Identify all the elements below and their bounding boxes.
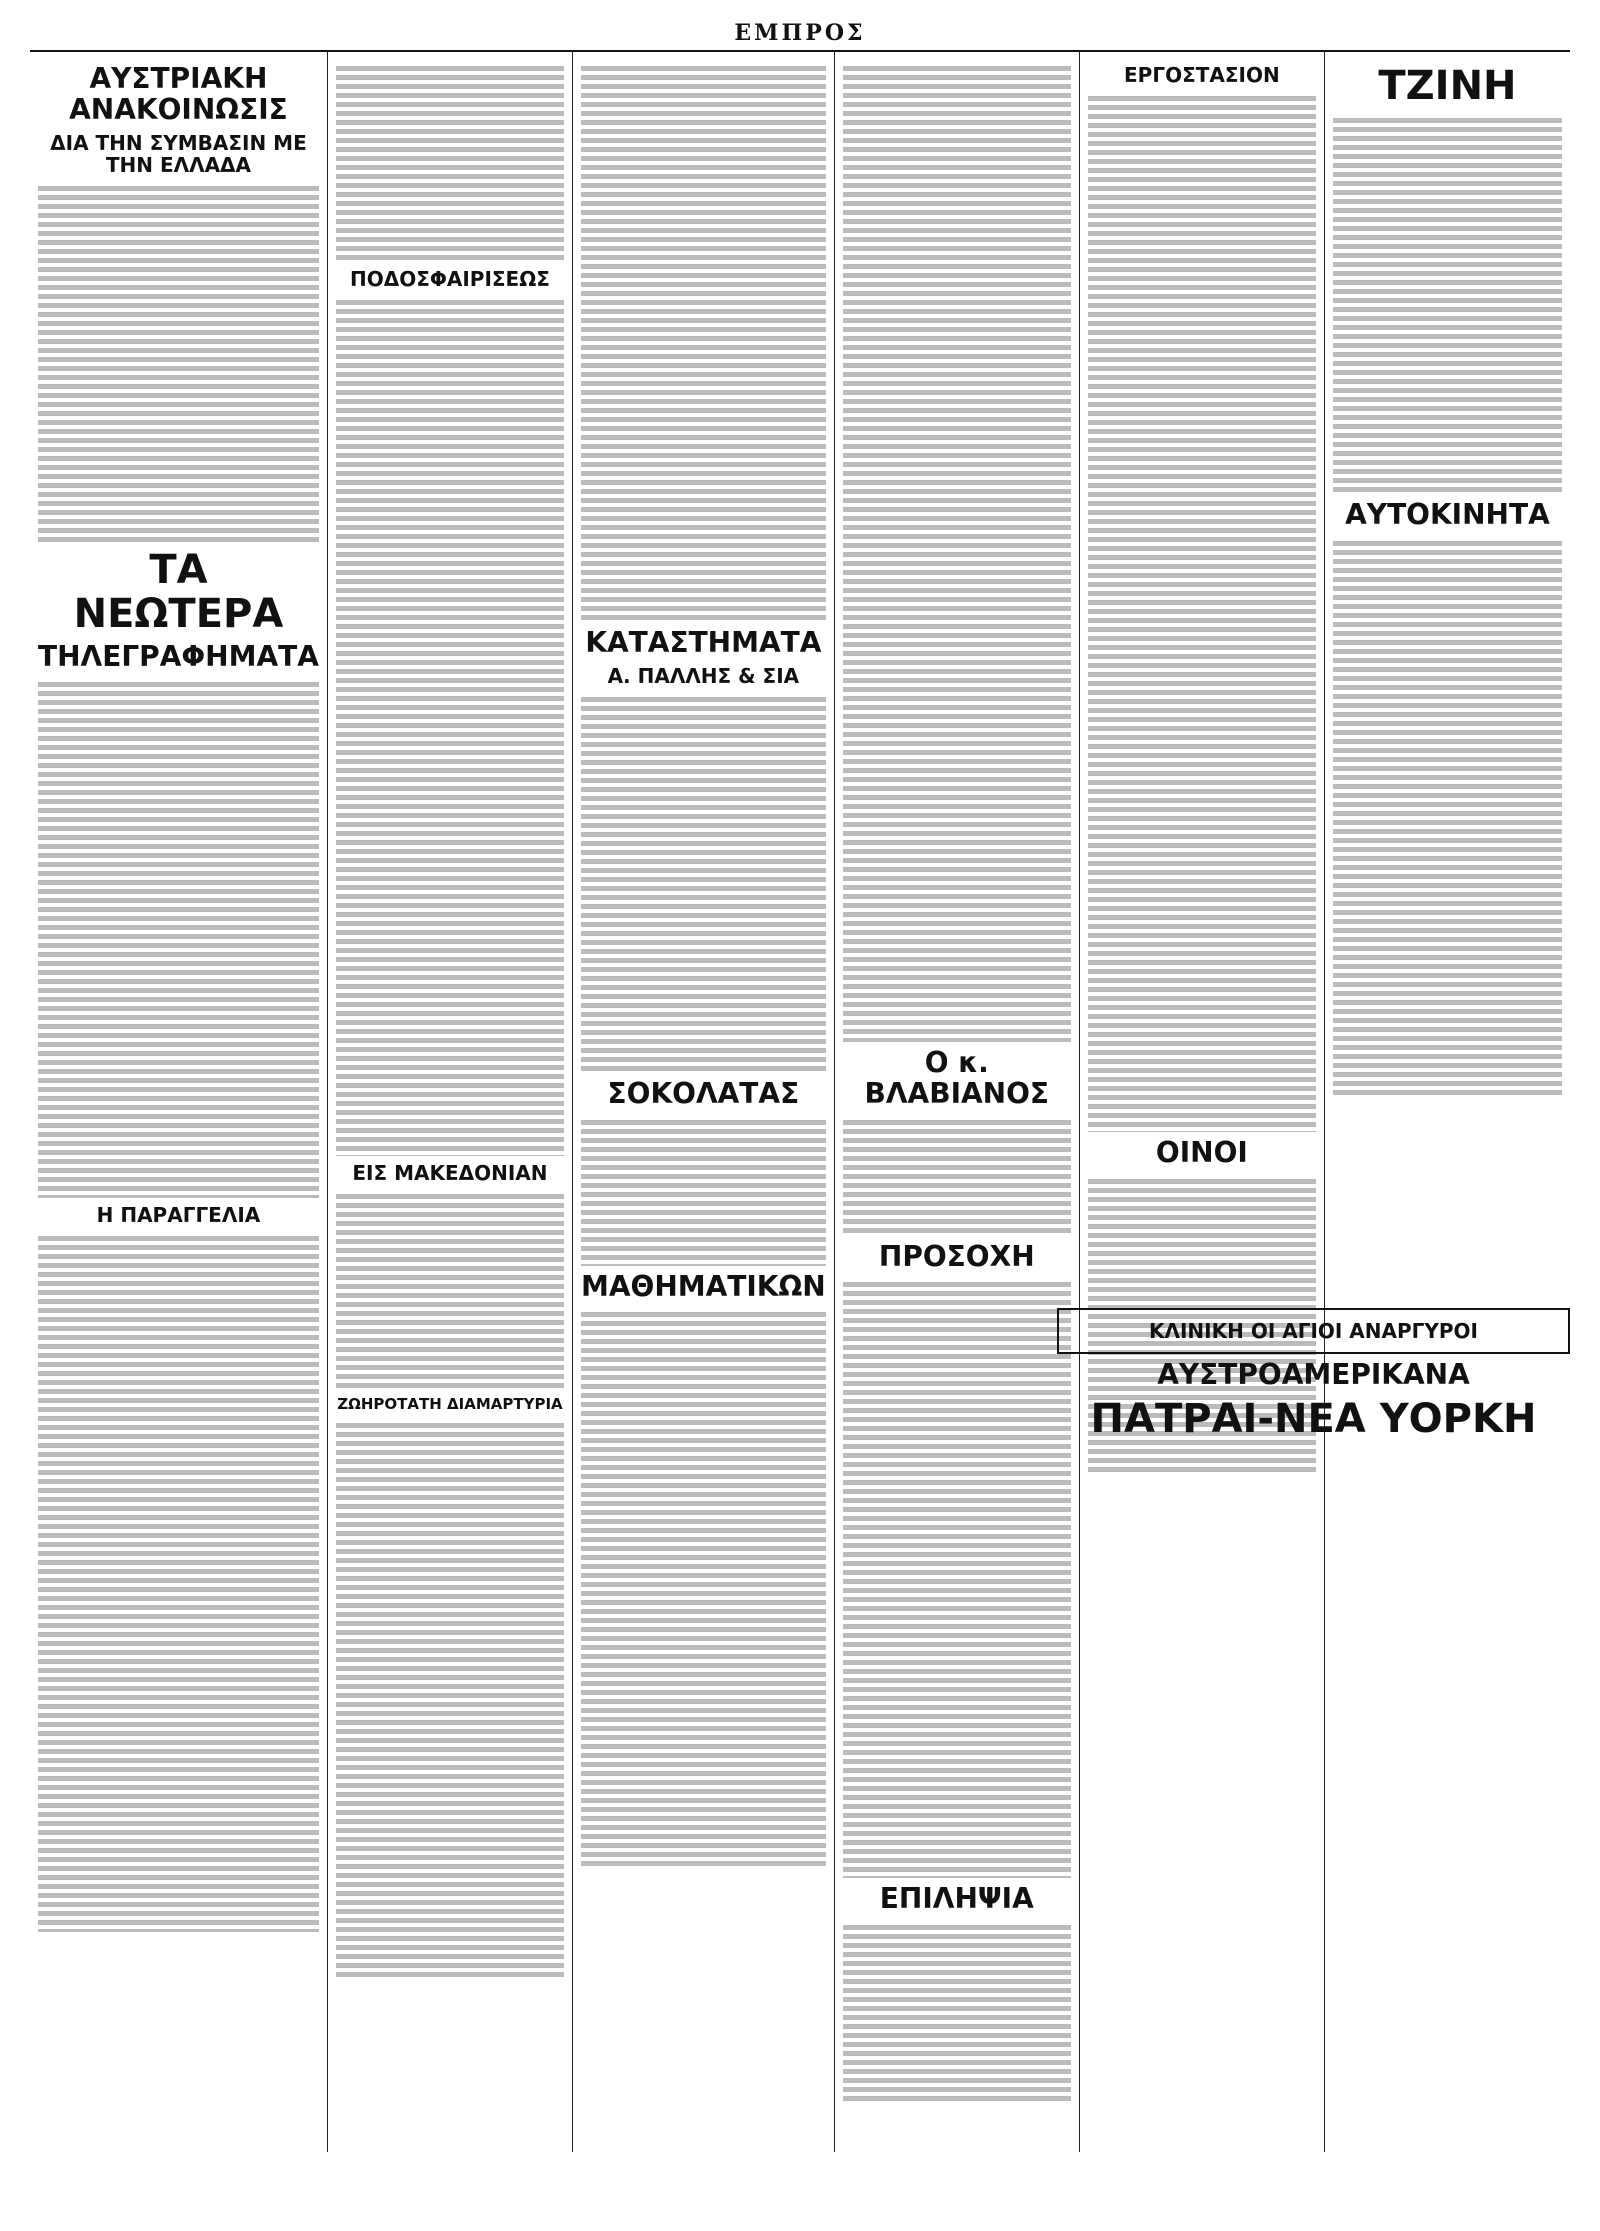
- headline-chocolate: ΣΟΚΟΛΑΤΑΣ: [607, 1076, 800, 1110]
- ad-body: [581, 693, 826, 1073]
- headline-treaty: ΔΙΑ ΤΗΝ ΣΥΜΒΑΣΙΝ ΜΕ ΤΗΝ ΕΛΛΑΔΑ: [50, 130, 307, 177]
- headline-football: ΠΟΔΟΣΦΑΙΡΙΣΕΩΣ: [349, 267, 550, 291]
- headline-vlavianos: Ο κ. ΒΛΑΒΙΑΝΟΣ: [864, 1046, 1050, 1110]
- headline-latest: ΤΑ ΝΕΩΤΕΡΑ: [73, 546, 284, 637]
- article-body: [38, 182, 319, 542]
- columns: [30, 52, 1570, 2152]
- headline-telegrams: ΤΗΛΕΓΡΑΦΗΜΑΤΑ: [38, 639, 319, 673]
- column-1: [30, 52, 328, 2152]
- headline-macedonia: ΕΙΣ ΜΑΚΕΔΟΝΙΑΝ: [352, 1161, 548, 1185]
- headline-route: ΠΑΤΡΑΙ-ΝΕΑ ΥΟΡΚΗ: [1090, 1395, 1537, 1442]
- headline-epilepsy: ΕΠΙΛΗΨΙΑ: [879, 1882, 1034, 1916]
- ad-body: [843, 1921, 1071, 2101]
- article-body: [581, 62, 826, 622]
- ad-body: [1333, 537, 1562, 1097]
- column-4: [835, 52, 1080, 2152]
- column-5: [1080, 52, 1325, 2152]
- headline-tzini: ΤΖΙΝΗ: [1378, 63, 1517, 109]
- headline-clinic: ΚΛΙΝΙΚΗ ΟΙ ΑΓΙΟΙ ΑΝΑΡΓΥΡΟΙ: [1149, 1319, 1478, 1343]
- masthead: ΕΜΠΡΟΣ: [30, 20, 1570, 52]
- headline-cars: ΑΥΤΟΚΙΝΗΤΑ: [1345, 498, 1550, 531]
- headline-order: Η ΠΑΡΑΓΓΕΛΙΑ: [96, 1203, 261, 1228]
- headline-wines: ΟΙΝΟΙ: [1155, 1136, 1248, 1169]
- ad-body: [843, 1278, 1071, 1878]
- article-body: [38, 678, 319, 1198]
- column-2: [328, 52, 573, 2152]
- headline-austrian: ΑΥΣΤΡΙΑΚΗ ΑΝΑΚΟΙΝΩΣΙΣ: [69, 62, 288, 126]
- column-3: [573, 52, 835, 2152]
- newspaper-page: [30, 20, 1570, 2170]
- headline-demonstration: ΖΩΗΡΟΤΑΤΗ ΔΙΑΜΑΡΤΥΡΙΑ: [337, 1395, 563, 1413]
- ad-body: [581, 1116, 826, 1266]
- headline-factory: ΕΡΓΟΣΤΑΣΙΟΝ: [1124, 63, 1280, 87]
- headline-pallis: Α. ΠΑΛΛΗΣ & ΣΙΑ: [607, 663, 800, 688]
- headline-stores: ΚΑΤΑΣΤΗΜΑΤΑ: [585, 626, 822, 659]
- column-6: [1325, 52, 1570, 2152]
- article-body: [843, 62, 1071, 1042]
- headline-maths: ΜΑΘΗΜΑΤΙΚΩΝ: [580, 1269, 826, 1303]
- ad-body: [1333, 114, 1562, 494]
- article-body: [336, 62, 564, 262]
- article-body: [38, 1232, 319, 1932]
- article-body: [336, 296, 564, 1156]
- bottom-right-block: [1057, 1302, 1570, 1447]
- ad-body: [1088, 92, 1316, 1132]
- headline-attention: ΠΡΟΣΟΧΗ: [878, 1239, 1035, 1273]
- ad-body: [843, 1116, 1071, 1236]
- headline-austroamericana: ΑΥΣΤΡΟΑΜΕΡΙΚΑΝΑ: [1157, 1358, 1470, 1391]
- article-body: [336, 1419, 564, 1979]
- clinic-box: [1057, 1308, 1570, 1354]
- ad-body: [581, 1308, 826, 1868]
- article-body: [336, 1190, 564, 1390]
